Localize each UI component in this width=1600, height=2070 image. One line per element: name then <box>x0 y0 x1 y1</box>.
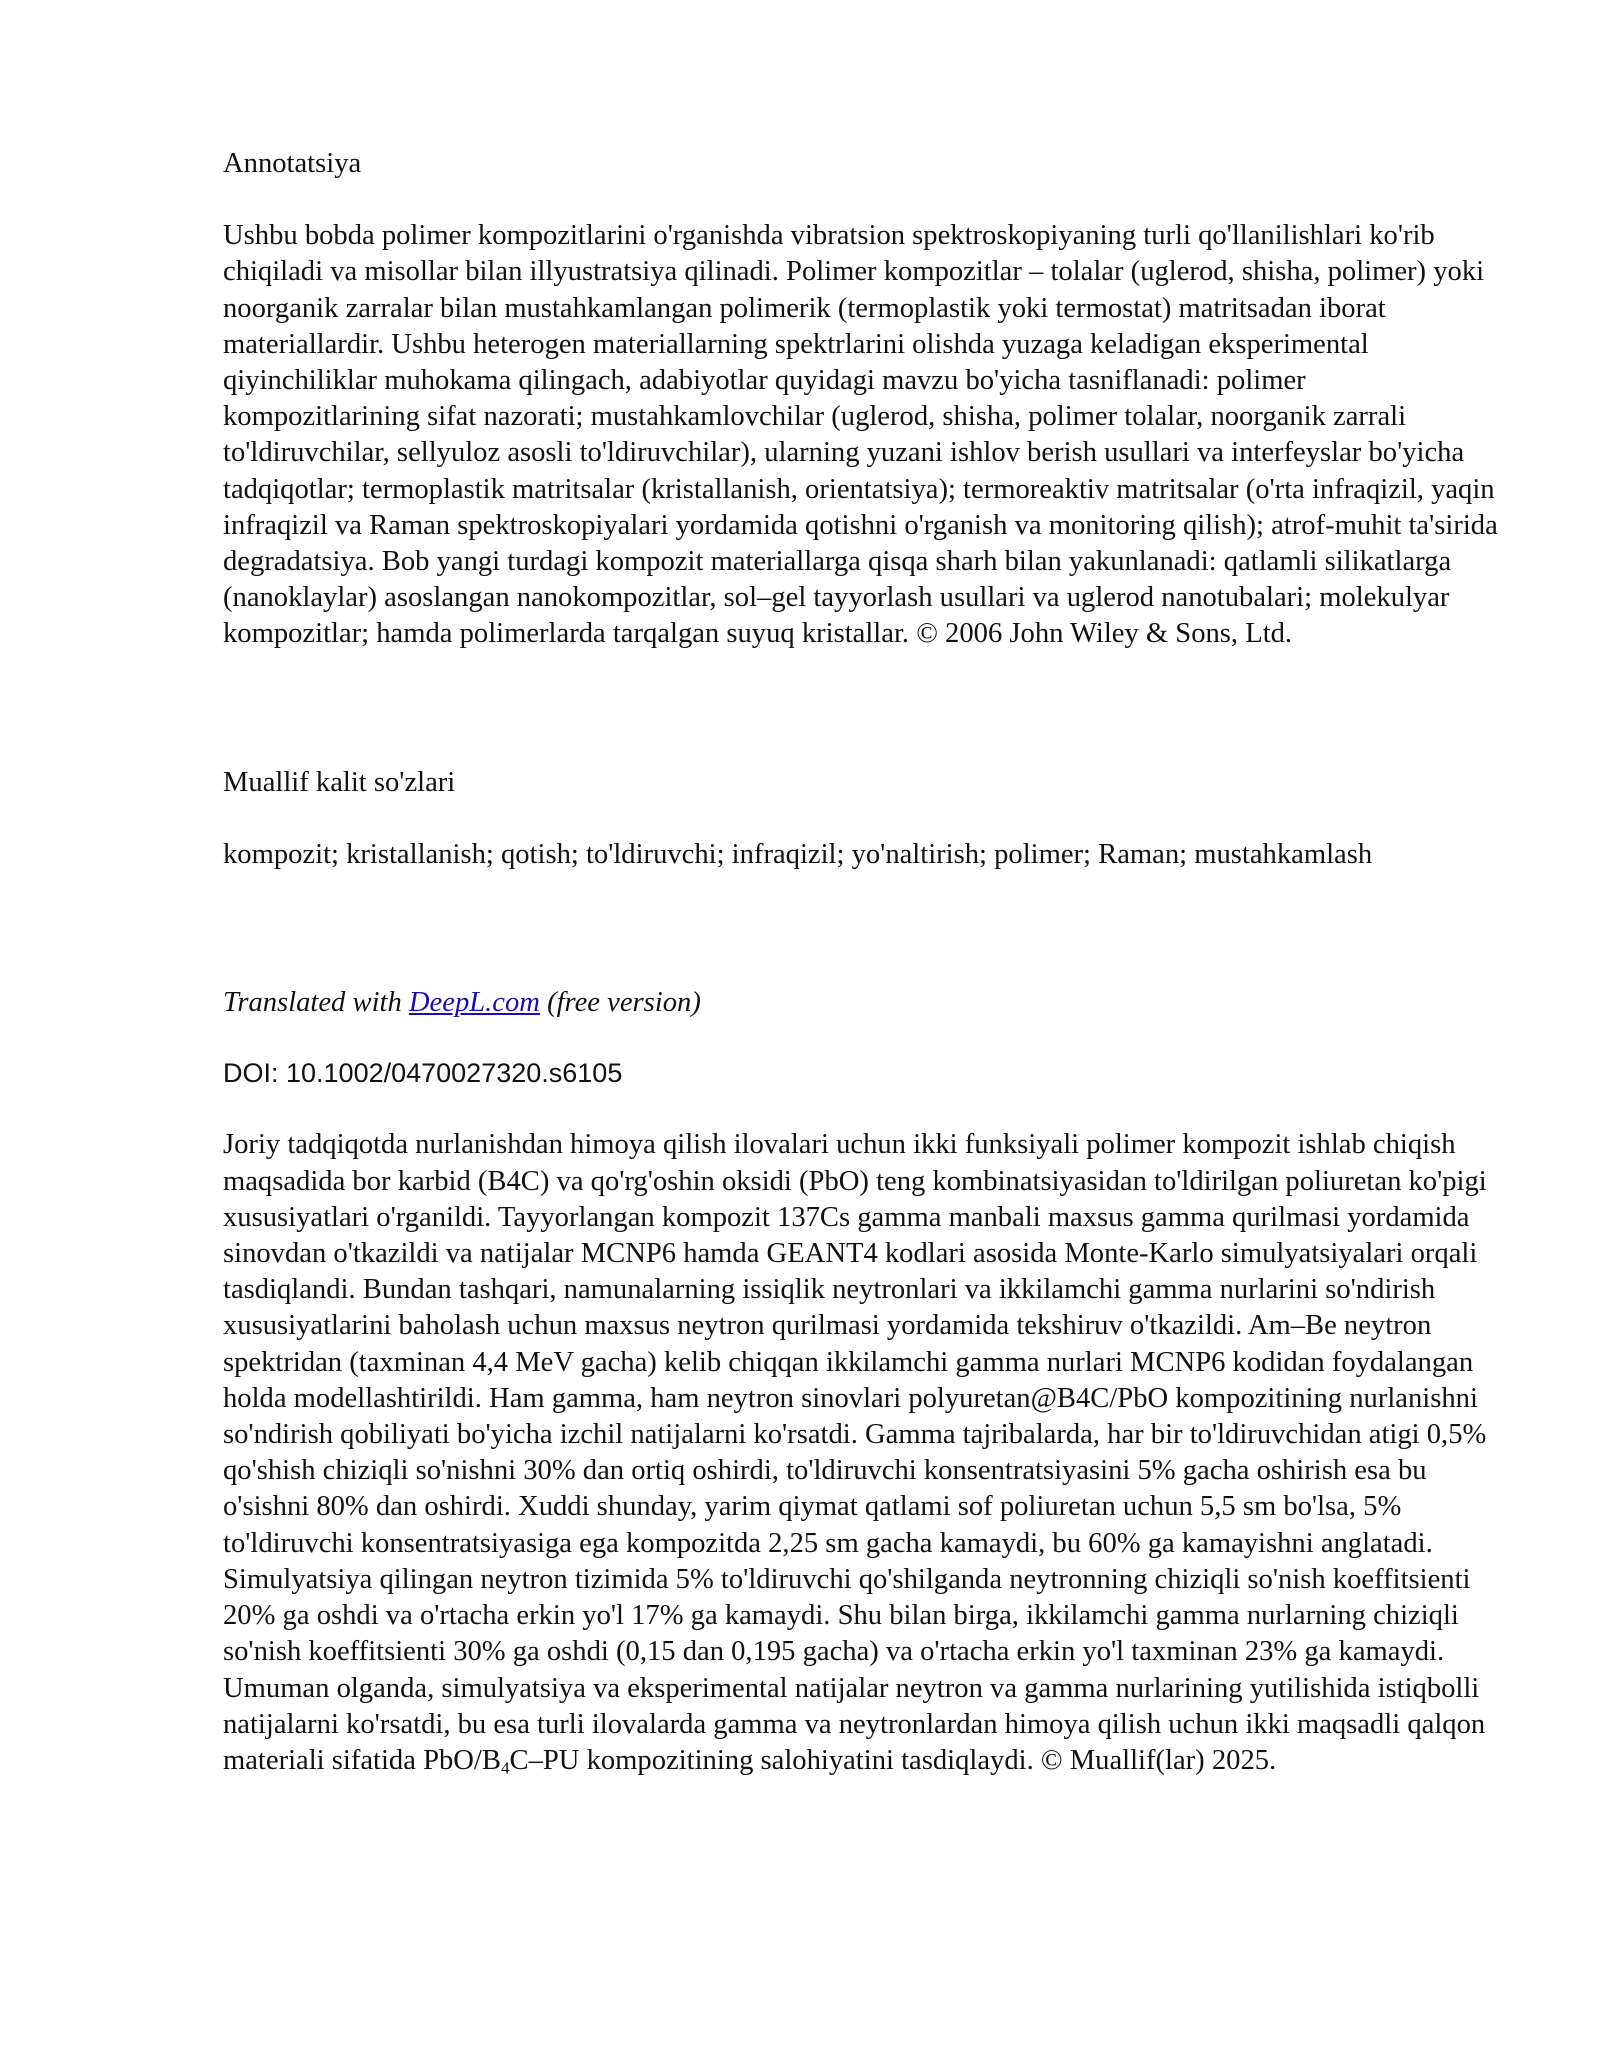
second-abstract-paragraph <box>223 1127 1503 1779</box>
keywords-list: kompozit; kristallanish; qotish; to'ldiruvchi; infraqizil; yo'naltirish; polimer; Raman; mustahkamlash <box>223 838 1373 870</box>
abstract-paragraph: Ushbu bobda polimer kompozitlarini o'rganishda vibratsion spektroskopiyaning turli qo'llanilishlari ko'rib chiqiladi va misollar bilan illyustratsiya qilinadi. Polimer kompozitlar – tolalar (uglerod, shisha, polimer) yoki noorganik zarralar bilan mustahkamlangan polimerik (termoplastik yoki termostat) matritsadan iborat materiallardir. Ushbu heterogen materiallarning spektrlarini olishda yuzaga keladigan eksperimental qiyinchiliklar muhokama qilingach, adabiyotlar quyidagi mavzu bo'yicha tasniflanadi: polimer kompozitlarining sifat nazorati; mustahkamlovchilar (uglerod, shisha, polimer tolalar, noorganik zarrali to'ldiruvchilar, sellyuloz asosli to'ldiruvchilar), ularning yuzani ishlov berish usullari va interfeyslar bo'yicha tadqiqotlar; termoplastik matritsalar (kristallanish, orientatsiya); termoreaktiv matritsalar (o'rta infraqizil, yaqin infraqizil va Raman spektroskopiyalari yordamida qotishni o'rganish va monitoring qilish); atrof-muhit ta'sirida degradatsiya. Bob yangi turdagi kompozit materiallarga qisqa sharh bilan yakunlanadi: qatlamli silikatlarga (nanoklaylar) asoslangan nanokompozitlar, sol–gel tayyorlash usullari va uglerod nanotubalari; molekulyar kompozitlar; hamda polimerlarda tarqalgan suyuq kristallar. © 2006 John Wiley & Sons, Ltd. <box>223 220 1498 650</box>
deepl-link[interactable]: DeepL.com <box>408 987 540 1019</box>
translation-suffix: (free version) <box>539 987 701 1019</box>
doi-line: DOI: 10.1002/0470027320.s6105 <box>223 1058 623 1089</box>
translation-note <box>223 985 1503 1021</box>
keywords-heading: Muallif kalit so'zlari <box>223 766 456 798</box>
document-page <box>223 140 1503 1779</box>
abstract-heading: Annotatsiya <box>223 148 362 179</box>
translation-prefix: Translated with <box>223 987 409 1019</box>
second-abstract-main: Joriy tadqiqotda nurlanishdan himoya qilish ilovalari uchun ikki funksiyali polimer kompozit ishlab chiqish maqsadida bor karbid (B4C) va qo'rg'oshin oksidi (PbO) teng kombinatsiyasidan to'ldirilgan poliuretan ko'pigi xususiyatlari o'rganildi. Tayyorlangan kompozit 137Cs gamma manbali maxsus gamma qurilmasi yordamida sinovdan o'tkazildi va natijalar MCNP6 hamda GEANT4 kodlari asosida Monte-Karlo simulyatsiyalari orqali tasdiqlandi. Bundan tashqari, namunalarning issiqlik neytronlari va ikkilamchi gamma nurlarini so'ndirish xususiyatlarini baholash uchun maxsus neytron qurilmasi yordamida tekshiruv o'tkazildi. Am–Be neytron spektridan (taxminan 4,4 MeV gacha) kelib chiqqan ikkilamchi gamma nurlari MCNP6 kodidan foydalangan holda modellashtirildi. Ham gamma, ham neytron sinovlari polyuretan@B4C/PbO kompozitining nurlanishni so'ndirish qobiliyati bo'yicha izchil natijalarni ko'rsatdi. Gamma tajribalarda, har bir to'ldiruvchidan atigi 0,5% qo'shish chiziqli so'nishni 30% dan ortiq oshirdi, to'ldiruvchi konsentratsiyasini 5% gacha oshirish esa bu o'sishni 80% dan oshirdi. Xuddi shunday, yarim qiymat qatlami sof poliuretan uchun 5,5 sm bo'lsa, 5% to'ldiruvchi konsentratsiyasiga ega kompozitda 2,25 sm gacha kamaydi, bu 60% ga kamayishni anglatadi. Simulyatsiya qilingan neytron tizimida 5% to'ldiruvchi qo'shilganda neytronning chiziqli so'nish koeffitsienti 20% ga oshdi va o'rtacha erkin yo'l 17% ga kamaydi. Shu bilan birga, ikkilamchi gamma nurlarning chiziqli so'nish koeffitsienti 30% ga oshdi (0,15 dan 0,195 gacha) va o'rtacha erkin yo'l taxminan 23% ga kamaydi. Umuman olganda, simulyatsiya va eksperimental natijalar neytron va gamma nurlarining yutilishida istiqbolli natijalarni ko'rsatdi, bu esa turli ilovalarda gamma va neytronlardan himoya qilish uchun ikki maqsadli qalqon materiali sifatida PbO/B <box>223 1129 1487 1776</box>
second-abstract-end: C–PU kompozitining salohiyatini tasdiqlaydi. © Muallif(lar) 2025. <box>509 1744 1277 1776</box>
boron-subscript: 4 <box>500 1758 510 1778</box>
